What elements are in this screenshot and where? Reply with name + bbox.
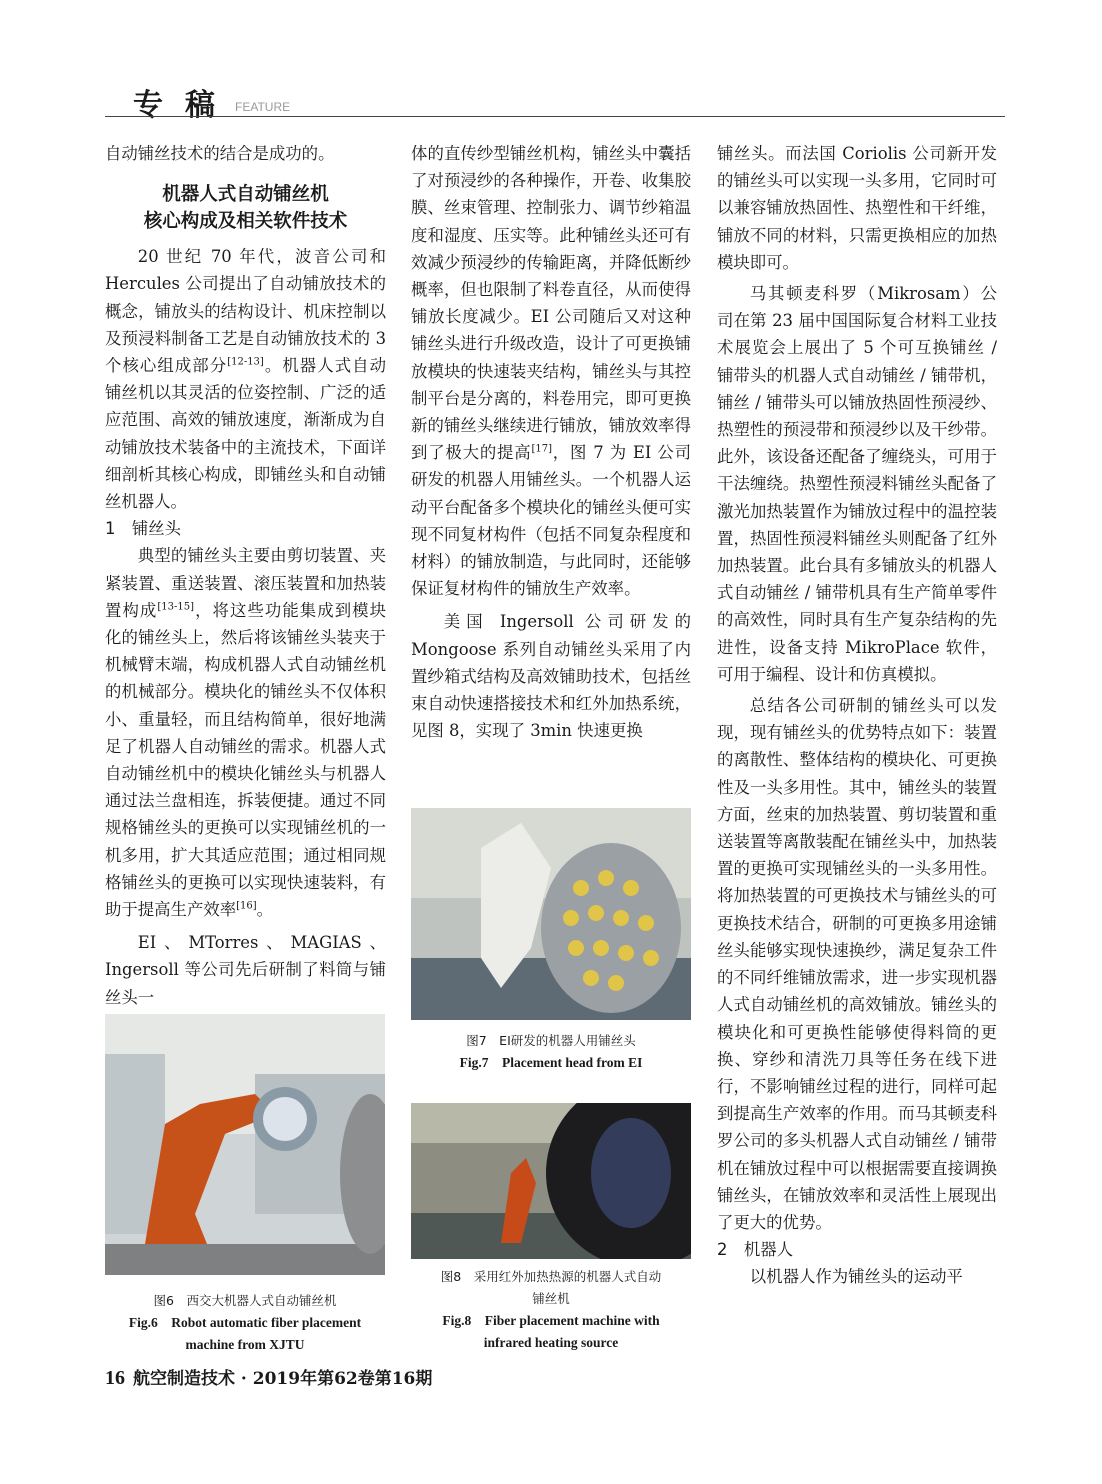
figure-8-caption: 图8 采用红外加热热源的机器人式自动 铺丝机 Fig.8 Fiber placement machine with infrared heating source <box>440 1269 662 1350</box>
figure-8-image <box>411 1103 691 1259</box>
subsection-heading: 1 铺丝头 <box>105 519 181 539</box>
paragraph: 美国 Ingersoll 公司研发的 Mongoose 系列自动铺丝头采用了内置纱箱式结构及高效铺助技术，包括丝束自动快速搭接技术和红外加热系统，见图 8，实现了 3min 快速更换 <box>411 612 691 741</box>
paragraph: 自动铺丝技术的结合是成功的。 <box>105 144 335 163</box>
robot-photo <box>105 1014 385 1275</box>
section-title-line: 机器人式自动铺丝机 <box>162 184 329 206</box>
page-header <box>105 80 1005 123</box>
reference: [16] <box>236 900 257 912</box>
section-label-en: FEATURE <box>235 100 291 114</box>
section-label: 专稿 <box>133 88 237 123</box>
column-1 <box>105 140 386 1011</box>
paragraph: 体的直传纱型铺丝机构，铺丝头中囊括了对预浸纱的各种操作，开卷、收集胶膜、丝束管理、控制张力、调节纱箱温度和湿度、压实等。此种铺丝头还可有效减少预浸纱的传输距离，并降低断纱概率，但也限制了料卷直径，从而使得铺放长度减少。EI 公司随后又对这种铺丝头进行升级改造，设计了可更换铺放模块的快速装夹结构，铺丝头与其控制平台是分离的，料卷用完，即可更换新的铺丝头继续进行铺放，铺放效率得到了极大的提高[17]，图 7 为 EI 公司研发的机器人用铺丝头。一个机器人运动平台配备多个模块化的铺丝头便可实现不同复材构件（包括不同复杂程度和材料）的铺放制造，与此同时，还能够保证复材构件的铺放生产效率。 <box>411 144 691 599</box>
figure-7-caption: 图7 EI研发的机器人用铺丝头 Fig.7 Placement head from EI <box>459 1033 643 1070</box>
paragraph: 以机器人作为铺丝头的运动平 <box>749 1267 963 1287</box>
paragraph: EI、MTorres、MAGIAS、Ingersoll 等公司先后研制了料筒与铺丝头一 <box>105 933 386 1007</box>
figure-6-image <box>105 1014 385 1275</box>
page-number: 16 <box>105 1367 125 1389</box>
paragraph: 铺丝头。而法国 Coriolis 公司新开发的铺丝头可以实现一头多用，它同时可以兼容铺放热固性、热塑性和干纤维，铺放不同的材料，只需更换相应的加热模块即可。 <box>717 144 997 272</box>
column-2 <box>411 140 691 744</box>
figure-6-caption: 图6 西交大机器人式自动铺丝机 Fig.6 Robot automatic fiber placement machine from XJTU <box>128 1293 362 1352</box>
paragraph: 20 世纪 70 年代，波音公司和 Hercules 公司提出了自动铺放技术的概念，铺放头的结构设计、机床控制以及预浸料制备工艺是自动铺放技术的 3 个核心组成部分[12-13]。机器人式自动铺丝机以其灵活的位姿控制、广泛的适应范围、高效的铺放速度，渐渐成为自动铺放技术装备中的主流技术，下面详细剖析其核心构成，即铺丝头和自动铺丝机器人。 <box>105 247 387 512</box>
subsection-heading: 2 机器人 <box>717 1240 793 1260</box>
column-3 <box>717 140 997 1291</box>
section-title-line: 核心构成及相关软件技术 <box>143 211 348 233</box>
reference: [17] <box>531 443 552 455</box>
paragraph: 马其顿麦科罗（Mikrosam）公司在第 23 届中国国际复合材料工业技术展览会上展出了 5 个可互换铺丝 / 铺带头的机器人式自动铺丝 / 铺带机，铺丝 / 铺带头可以铺放热固性预浸纱、热塑性的预浸带和预浸纱以及干纱带。此外，该设备还配备了缠绕头，可用于干法缠绕。热塑性预浸料铺丝头配备了激光加热装置作为铺放过程中的温控装置，热固性预浸料铺丝头则配备了红外加热装置。此台具有多铺放头的机器人式自动铺丝 / 铺带机具有生产简单零件的高效性，同时具有生产复杂结构的先进性，设备支持 MikroPlace 软件，可用于编程、设计和仿真模拟。 <box>717 284 997 684</box>
placement-head-photo <box>411 808 691 1020</box>
paragraph: 典型的铺丝头主要由剪切装置、夹紧装置、重送装置、滚压装置和加热装置构成[13-15]，将这些功能集成到模块化的铺丝头上，然后将该铺丝头装夹于机械臂末端，构成机器人式自动铺丝机的机械部分。模块化的铺丝头不仅体积小、重量轻，而且结构简单，很好地满足了机器人自动铺丝的需求。机器人式自动铺丝机中的模块化铺丝头与机器人通过法兰盘相连，拆装便捷。通过不同规格铺丝头的更换可以实现铺丝机的一机多用，扩大其适应范围；通过相同规格铺丝头的更换可以实现快速装料，有助于提高生产效率[16]。 <box>105 546 387 920</box>
header-rule <box>105 116 1005 117</box>
journal-name: 航空制造技术 · 2019年第62卷第16期 <box>133 1369 433 1389</box>
paragraph: 总结各公司研制的铺丝头可以发现，现有铺丝头的优势特点如下：装置的离散性、整体结构的模块化、可更换性及一头多用性。其中，铺丝头的装置方面，丝束的加热装置、剪切装置和重送装置等离散装配在铺丝头中，加热装置的更换可实现铺丝头的一头多用性。将加热装置的可更换技术与铺丝头的可更换技术结合，研制的可更换多用途铺丝头能够实现快速换纱，满足复杂工件的不同纤维铺放需求，进一步实现机器人式自动铺丝机的高效铺放。铺丝头的模块化和可更换性能够使得料筒的更换、穿纱和清洗刀具等任务在线下进行，不影响铺丝过程的进行，同样可起到提高生产效率的作用。而马其顿麦科罗公司的多头机器人式自动铺丝 / 铺带机在铺放过程中可以根据需要直接调换铺丝头，在铺放效率和灵活性上展现出了更大的优势。 <box>717 696 997 1232</box>
section-title <box>105 181 386 235</box>
infrared-machine-photo <box>411 1103 691 1259</box>
figure-7-image <box>411 808 691 1020</box>
reference: [12-13] <box>227 356 264 368</box>
page-footer <box>105 1364 432 1390</box>
reference: [13-15] <box>157 601 195 613</box>
